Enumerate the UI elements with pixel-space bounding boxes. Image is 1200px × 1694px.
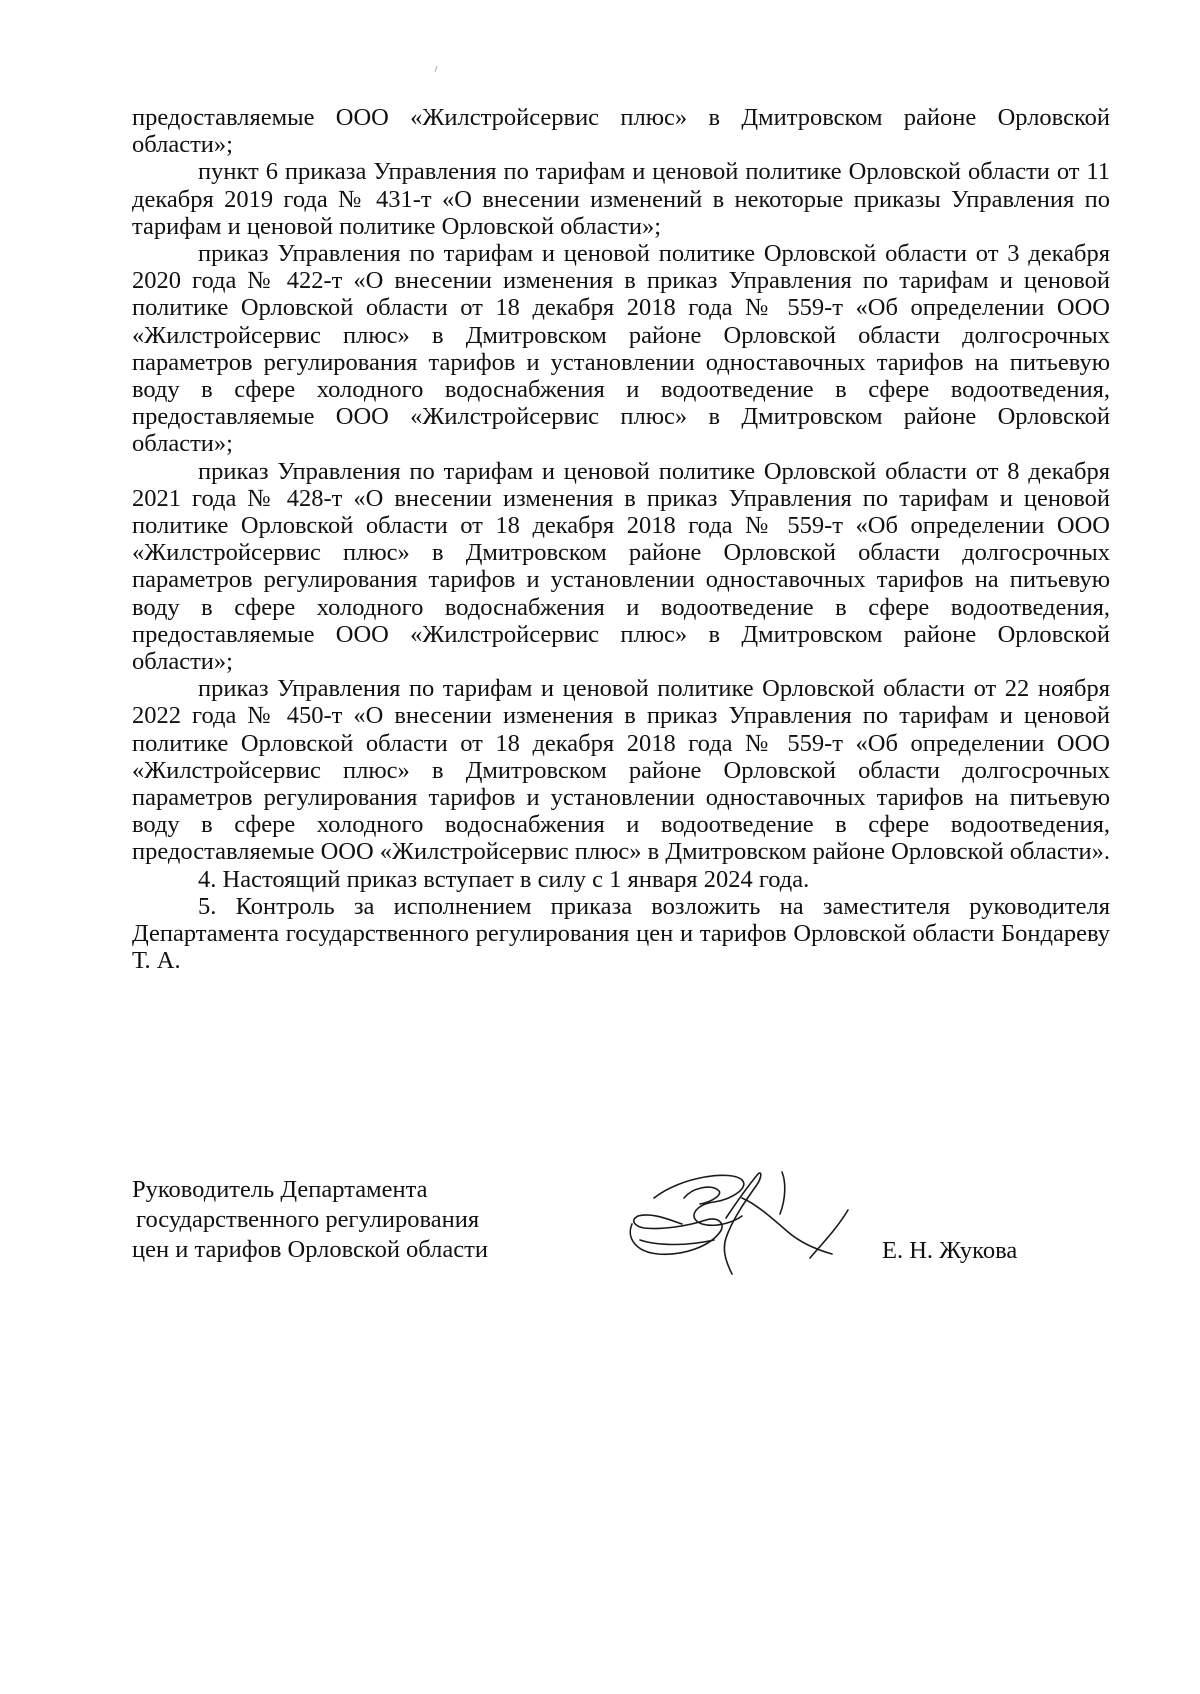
paragraph-continuation: предоставляемые ООО «Жилстройсервис плюс» в Дмитровском районе Орловской области»; xyxy=(132,104,1110,159)
signatory-position-line: государственного регулирования xyxy=(136,1206,480,1233)
scan-speck-mark xyxy=(434,66,438,72)
signatory-position-line: цен и тарифов Орловской области xyxy=(132,1236,488,1263)
paragraph-item-order-431: пункт 6 приказа Управления по тарифам и ценовой политике Орловской области от 11 декабря 2019 года № 431-т «О внесении изменений в некоторые приказы Управления по тарифам и ценовой политике Орловской области»; xyxy=(132,158,1110,240)
paragraph-item-order-422: приказ Управления по тарифам и ценовой политике Орловской области от 3 декабря 2020 года № 422-т «О внесении изменения в приказ Управления по тарифам и ценовой политике Орловской области от 18 декабря 2018 года № 559-т «Об определении ООО «Жилстройсервис плюс» в Дмитровском районе Орловской области долгосрочных параметров регулирования тарифов и установлении одноставочных тарифов на питьевую воду в сфере холодного водоснабжения и водоотведение в сфере водоотведения, предоставляемые ООО «Жилстройсервис плюс» в Дмитровском районе Орловской области»; xyxy=(132,240,1110,458)
paragraph-item-order-450: приказ Управления по тарифам и ценовой политике Орловской области от 22 ноября 2022 года № 450-т «О внесении изменения в приказ Управления по тарифам и ценовой политике Орловской области от 18 декабря 2018 года № 559-т «Об определении ООО «Жилстройсервис плюс» в Дмитровском районе Орловской области долгосрочных параметров регулирования тарифов и установлении одноставочных тарифов на питьевую воду в сфере холодного водоснабжения и водоотведение в сфере водоотведения, предоставляемые ООО «Жилстройсервис плюс» в Дмитровском районе Орловской области». xyxy=(132,675,1110,866)
signatory-position-line: Руководитель Департамента xyxy=(132,1176,428,1203)
document-body xyxy=(132,104,1110,975)
paragraph-point-5: 5. Контроль за исполнением приказа возложить на заместителя руководителя Департамента государственного регулирования цен и тарифов Орловской области Бондареву Т. А. xyxy=(132,892,1110,975)
signatory-name: Е. Н. Жукова xyxy=(882,1237,1018,1264)
handwritten-signature xyxy=(622,1158,862,1288)
signatory-position xyxy=(132,1175,552,1265)
paragraph-item-order-428: приказ Управления по тарифам и ценовой политике Орловской области от 8 декабря 2021 года № 428-т «О внесении изменения в приказ Управления по тарифам и ценовой политике Орловской области от 18 декабря 2018 года № 559-т «Об определении ООО «Жилстройсервис плюс» в Дмитровском районе Орловской области долгосрочных параметров регулирования тарифов и установлении одноставочных тарифов на питьевую воду в сфере холодного водоснабжения и водоотведение в сфере водоотведения, предоставляемые ООО «Жилстройсервис плюс» в Дмитровском районе Орловской области»; xyxy=(132,457,1110,676)
paragraph-point-4: 4. Настоящий приказ вступает в силу с 1 января 2024 года. xyxy=(198,865,810,893)
